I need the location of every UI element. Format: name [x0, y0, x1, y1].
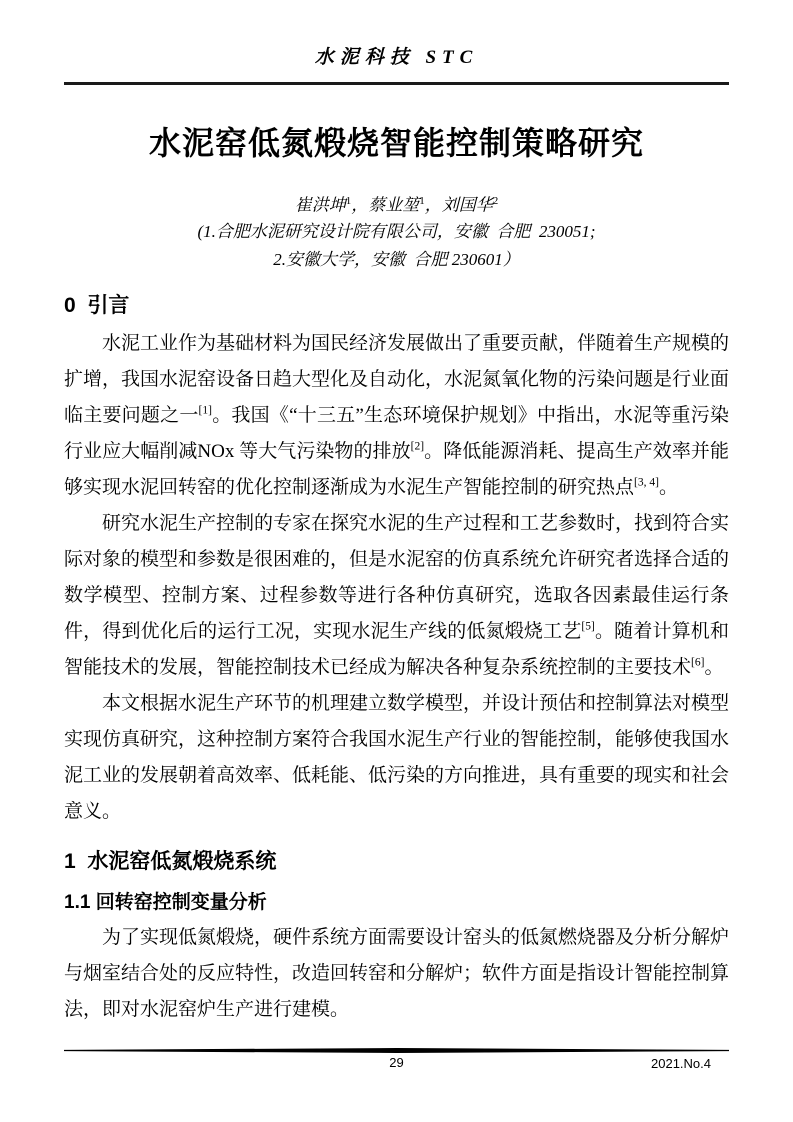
page-number: 29	[389, 1055, 404, 1070]
citation-superscript: [5]	[581, 620, 595, 633]
issue-label: 2021.No.4	[651, 1056, 711, 1071]
text-run: ，刘国华	[424, 195, 493, 215]
paragraph-system-1	[64, 920, 729, 1028]
page-footer	[64, 1048, 729, 1075]
text-run: 。随着计算机和智能技术的发展，智能控制技术已经成为解决各种复杂系统控制的主要技术	[64, 620, 729, 678]
text-run: 。我国《“十三五”生态环境保护规划》中指出，水泥等重污染行业应大幅削减NOx 等大气污染物的排放	[64, 404, 729, 462]
affiliation-line-1: (1.合肥水泥研究设计院有限公司，安徽 合肥 230051;	[197, 221, 596, 241]
citation-superscript: 2	[492, 195, 499, 207]
footer-rule	[64, 1048, 729, 1053]
author-line	[64, 189, 729, 218]
paragraph-intro-3	[64, 686, 729, 830]
citation-superscript: [3, 4]	[634, 476, 659, 489]
header-rule	[64, 82, 729, 85]
citation-superscript: 1	[419, 195, 425, 207]
citation-superscript: [6]	[691, 656, 705, 669]
text-run: 本文根据水泥生产环节的机理建立数学模型，并设计预估和控制算法对模型实现仿真研究，这种控制方案符合我国水泥生产行业的智能控制，能够使我国水泥工业的发展朝着高效率、低耗能、低污染的方向推进，具有重要的现实和社会意义。	[64, 692, 730, 822]
subsection-heading-1-1: 1.1 回转窑控制变量分析	[64, 891, 267, 913]
affiliation-line-2: 2.安徽大学，安徽 合肥 230601）	[273, 249, 520, 269]
paragraph-intro-2	[64, 506, 729, 686]
text-run: ，蔡业堃	[351, 195, 420, 215]
footer-text	[64, 1055, 729, 1075]
text-run: 崔洪坤	[294, 195, 346, 215]
text-run: 研究水泥生产控制的专家在探究水泥的生产过程和工艺参数时，找到符合实际对象的模型和参数是很困难的，但是水泥窑的仿真系统允许研究者选择合适的数学模型、控制方案、过程参数等进行各种仿真研究，选取各因素最佳运行条件，得到优化后的运行工况，实现水泥生产线的低氮煅烧工艺	[64, 512, 730, 642]
journal-title: 水泥科技 STC	[314, 47, 479, 68]
citation-superscript: [1]	[198, 404, 212, 417]
citation-superscript: [2]	[410, 440, 425, 453]
article-title: 水泥窑低氮煅烧智能控制策略研究	[148, 125, 644, 161]
text-run: 。降低能源消耗、提高生产效率并能够实现水泥回转窑的优化控制逐渐成为水泥生产智能控制的研究热点	[64, 440, 729, 498]
paragraph-intro-1	[64, 326, 729, 506]
section-heading-0-introduction: 0 引言	[64, 293, 130, 317]
text-run: 。	[704, 656, 724, 678]
text-run: 水泥工业作为基础材料为国民经济发展做出了重要贡献，伴随着生产规模的扩增，我国水泥窑设备日趋大型化及自动化，水泥氮氧化物的污染问题是行业面临主要问题之一	[64, 332, 730, 426]
section-heading-1-system: 1 水泥窑低氮煅烧系统	[64, 849, 277, 873]
citation-superscript: 1	[345, 195, 352, 207]
text-run: 。	[658, 476, 678, 498]
text-run: 为了实现低氮煅烧，硬件系统方面需要设计窑头的低氮燃烧器及分析分解炉与烟室结合处的反应特性，改造回转窑和分解炉；软件方面是指设计智能控制算法，即对水泥窑炉生产进行建模。	[64, 926, 730, 1020]
